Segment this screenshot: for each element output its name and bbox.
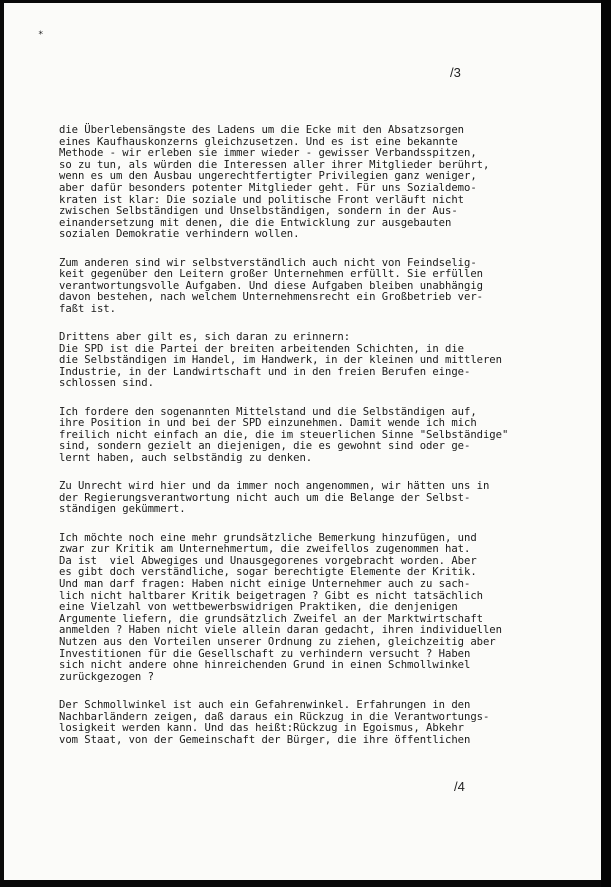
text-line: Nutzen aus den Vorteilen unserer Ordnung zu ziehen, gleichzeitig aber xyxy=(59,635,496,648)
text-line: sich nicht andere ohne hinreichenden Grund in einen Schmollwinkel xyxy=(59,659,471,672)
text-line: so zu tun, als würden die Interessen aller ihrer Mitglieder berührt, xyxy=(59,158,490,171)
text-line: Die SPD ist die Partei der breiten arbeitenden Schichten, in die xyxy=(59,342,464,355)
text-line: Investitionen für die Gesellschaft zu verhindern versucht ? Haben xyxy=(59,647,471,660)
text-line: sozialen Demokratie verhindern wollen. xyxy=(59,228,300,241)
text-line: Der Schmollwinkel ist auch ein Gefahrenwinkel. Erfahrungen in den xyxy=(59,698,471,711)
text-line: Ich möchte noch eine mehr grundsätzliche Bemerkung hinzufügen, und xyxy=(59,531,477,544)
scan-border xyxy=(601,0,611,887)
text-line: die Selbständigen im Handel, im Handwerk, in der kleinen und mittleren xyxy=(59,354,502,367)
text-line: ihre Position in und bei der SPD einzunehmen. Damit wende ich mich xyxy=(59,417,477,430)
text-line: verantwortungsvolle Aufgaben. Und diese Aufgaben bleiben unabhängig xyxy=(59,279,483,292)
text-line: sind, sondern gezielt an diejenigen, die es gewohnt sind oder ge- xyxy=(59,440,471,453)
document-page xyxy=(4,3,601,880)
paragraph xyxy=(59,700,589,746)
text-line: freilich nicht einfach an die, die im steuerlichen Sinne "Selbständige" xyxy=(59,428,509,441)
paragraph xyxy=(59,125,589,241)
text-line: Industrie, in der Landwirtschaft und in den freien Berufen einge- xyxy=(59,365,471,378)
text-line: Drittens aber gilt es, sich daran zu erinnern: xyxy=(59,331,351,344)
text-line: Methode - wir erleben sie immer wieder - gewisser Verbandsspitzen, xyxy=(59,147,477,160)
text-line: davon bestehen, nach welchem Unternehmensrecht ein Großbetrieb ver- xyxy=(59,291,483,304)
text-line: Zum anderen sind wir selbstverständlich auch nicht von Feindselig- xyxy=(59,256,477,269)
text-line: Und man darf fragen: Haben nicht einige Unternehmer auch zu sach- xyxy=(59,577,471,590)
paragraph xyxy=(59,481,589,516)
text-line: die Überlebensängste des Ladens um die Ecke mit den Absatzsorgen xyxy=(59,124,464,136)
text-line: lich nicht haltbarer Kritik beigetragen ? Gibt es nicht tatsächlich xyxy=(59,589,483,602)
page-number-top: /3 xyxy=(450,65,461,80)
text-line: Nachbarländern zeigen, daß daraus ein Rückzug in die Verantwortungs- xyxy=(59,710,490,723)
body-text xyxy=(59,125,589,763)
text-line: losigkeit werden kann. Und das heißt:Rückzug in Egoismus, Abkehr xyxy=(59,722,464,735)
text-line: anmelden ? Haben nicht viele allein daran gedacht, ihren individuellen xyxy=(59,624,502,637)
paragraph xyxy=(59,332,589,390)
text-line: vom Staat, von der Gemeinschaft der Bürger, die ihre öffentlichen xyxy=(59,733,471,746)
text-line: ständigen gekümmert. xyxy=(59,503,186,516)
text-line: eines Kaufhauskonzerns gleichzusetzen. Und es ist eine bekannte xyxy=(59,135,458,148)
text-line: lernt haben, auch selbständig zu denken. xyxy=(59,452,313,465)
text-line: aber dafür besonders potenter Mitglieder geht. Für uns Sozialdemo- xyxy=(59,181,477,194)
text-line: faßt ist. xyxy=(59,302,116,315)
paragraph xyxy=(59,258,589,316)
text-line: zwar zur Kritik am Unternehmertum, die zweifellos zugenommen hat. xyxy=(59,543,471,556)
text-line: keit gegenüber den Leitern großer Unternehmen erfüllt. Sie erfüllen xyxy=(59,268,483,281)
paragraph xyxy=(59,533,589,684)
text-line: schlossen sind. xyxy=(59,377,154,390)
text-line: zwischen Selbständigen und Unselbständigen, sondern in der Aus- xyxy=(59,205,458,218)
text-line: der Regierungsverantwortung nicht auch um die Belange der Selbst- xyxy=(59,491,471,504)
text-line: wenn es um den Ausbau ungerechtfertigter Privilegien ganz weniger, xyxy=(59,170,477,183)
text-line: Zu Unrecht wird hier und da immer noch angenommen, wir hätten uns in xyxy=(59,480,490,493)
text-line: zurückgezogen ? xyxy=(59,670,154,683)
text-line: Ich fordere den sogenannten Mittelstand und die Selbständigen auf, xyxy=(59,405,477,418)
text-line: Argumente liefern, die grundsätzlich Zweifel an der Marktwirtschaft xyxy=(59,612,483,625)
corner-mark: * xyxy=(38,30,44,40)
text-line: es gibt doch verständliche, sogar berechtigte Elemente der Kritik. xyxy=(59,566,477,579)
text-line: kraten ist klar: Die soziale und politische Front verläuft nicht xyxy=(59,193,464,206)
text-line: einandersetzung mit denen, die die Entwicklung zur ausgebauten xyxy=(59,216,452,229)
page-number-bottom: /4 xyxy=(454,779,465,794)
paragraph xyxy=(59,407,589,465)
text-line: Da ist viel Abwegiges und Unausgegorenes vorgebracht worden. Aber xyxy=(59,554,477,567)
text-line: eine Vielzahl von wettbewerbswidrigen Praktiken, die denjenigen xyxy=(59,601,458,614)
